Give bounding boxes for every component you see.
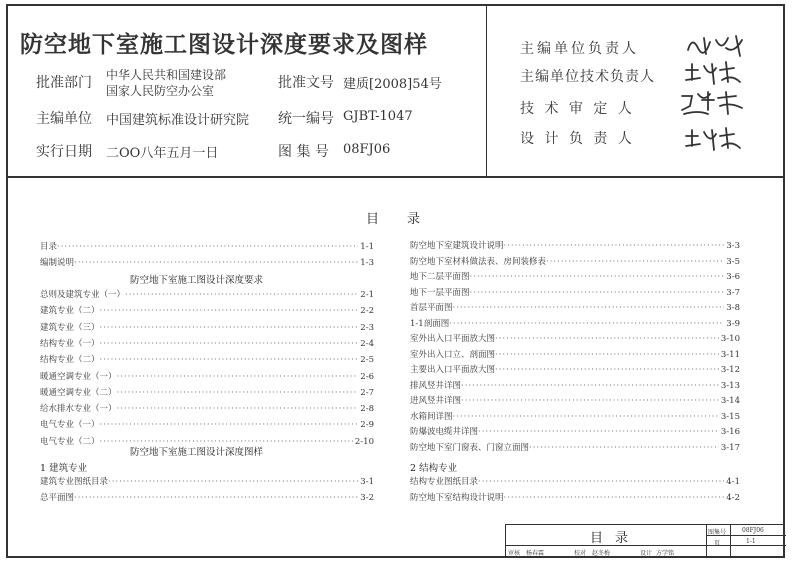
toc-entry[interactable] — [410, 362, 740, 378]
toc-leader-dots — [117, 369, 359, 385]
toc-entry-title: 结构专业（二） — [40, 355, 100, 366]
toc-leader-dots — [461, 378, 719, 394]
toc-entry[interactable] — [410, 254, 740, 270]
toc-entry-title: 编制说明 — [40, 258, 75, 268]
toc-leader-dots — [495, 331, 719, 347]
design-name: 方学铭 — [656, 550, 675, 557]
toc-leader-dots — [125, 287, 358, 303]
design-label: 设计 — [640, 550, 653, 557]
signature-4 — [682, 124, 752, 154]
review-label: 审核 — [508, 550, 521, 557]
approval-dept-value-1: 中华人民共和国建设部 — [106, 68, 227, 82]
toc-entry-page: 2-8 — [360, 404, 374, 415]
toc-leader-dots — [57, 239, 358, 255]
toc-leader-dots — [470, 269, 725, 285]
toc-entry-page: 2-4 — [360, 338, 374, 349]
header-bottom-rule — [6, 176, 785, 178]
toc-entry-page: 1-1 — [360, 242, 374, 252]
toc-entry[interactable] — [410, 316, 740, 332]
toc-heading — [366, 208, 448, 227]
toc-entry-page: 2-6 — [360, 371, 374, 382]
toc-entry-page: 3-12 — [720, 365, 740, 375]
toc-leader-dots — [495, 347, 719, 363]
toc-entry-page: 1-3 — [360, 258, 374, 268]
toc-entry-title: 主要出入口平面放大图 — [410, 365, 496, 375]
toc-entry-page: 3-8 — [726, 303, 740, 313]
toc-entry-page: 3-15 — [720, 411, 740, 422]
toc-entry-title: 防空地下室材料做法表、房间装修表 — [410, 256, 547, 267]
toc-entry-title: 给水排水专业（一） — [40, 404, 117, 415]
toc-entry-page: 3-3 — [726, 241, 740, 251]
toc-leader-dots — [100, 320, 359, 336]
toc-entry-title: 防空地下室建筑设计说明 — [410, 241, 504, 251]
toc-entry[interactable] — [40, 287, 374, 303]
approval-dept-label: 批准部门 — [36, 75, 92, 91]
toc-entry[interactable] — [410, 347, 740, 363]
toc-entry-title: 防空地下室结构设计说明 — [410, 493, 504, 503]
toc-leader-dots — [453, 409, 719, 425]
editor-unit-value: 中国建筑标准设计研究院 — [106, 113, 250, 128]
toc-leader-dots — [100, 303, 359, 319]
toc-entry[interactable] — [40, 255, 374, 271]
check-label: 校对 — [574, 550, 587, 557]
toc-entry-title: 建筑专业（二） — [40, 306, 100, 317]
toc-entry-page: 3-9 — [726, 318, 740, 329]
approval-doc-label: 批准文号 — [278, 75, 334, 91]
toc-leader-dots — [495, 362, 719, 378]
signature-1 — [682, 30, 752, 60]
toc-entry[interactable] — [40, 401, 374, 417]
header-divider — [486, 4, 487, 176]
unified-no-label: 统一编号 — [278, 111, 334, 127]
toc-entry-title: 防空地下室门窗表、门窗立面图 — [410, 442, 530, 453]
toc-entry[interactable] — [40, 352, 374, 368]
toc-entry-page: 2-10 — [354, 436, 374, 447]
toc-entry-page: 3-13 — [720, 380, 740, 391]
toc-entry[interactable] — [410, 474, 740, 490]
toc-entry-page: 3-14 — [720, 396, 740, 406]
toc-entry-page: 3-2 — [360, 493, 374, 503]
atlas-value: 08FJ06 — [742, 527, 764, 534]
toc-entry[interactable] — [40, 417, 374, 433]
toc-entry-page: 2-7 — [360, 387, 374, 398]
toc-entry-page: 3-10 — [720, 334, 740, 344]
toc-entry-page: 3-11 — [720, 349, 740, 360]
toc-entry[interactable] — [410, 409, 740, 425]
toc-entry-title: 1-1剖面图 — [410, 318, 450, 329]
toc-entry[interactable] — [410, 238, 740, 254]
toc-entry-page: 2-2 — [360, 306, 374, 317]
toc-leader-dots — [117, 401, 359, 417]
toc-entry[interactable] — [410, 490, 740, 506]
toc-leader-dots — [470, 285, 725, 301]
title-block-title: 目录 — [590, 531, 641, 546]
toc-leader-dots — [74, 490, 358, 506]
impl-date-value: 二OO八年五月一日 — [106, 146, 219, 161]
toc-entry[interactable] — [410, 285, 740, 301]
atlas-no-value: 08FJ06 — [343, 142, 391, 157]
check-name: 赵冬梅 — [592, 550, 611, 557]
toc-entry-page: 2-5 — [360, 355, 374, 366]
toc-leader-dots — [504, 490, 725, 506]
toc-entry-title: 结构专业图纸目录 — [410, 477, 479, 487]
toc-entry-title: 电气专业（一） — [40, 420, 100, 431]
toc-heading-2: 录 — [407, 212, 421, 227]
toc-entry-page: 2-3 — [360, 322, 374, 333]
editor-unit-label: 主编单位 — [36, 111, 92, 127]
toc-entry[interactable] — [40, 474, 374, 490]
impl-date-label: 实行日期 — [36, 144, 92, 160]
toc-entry[interactable] — [40, 369, 374, 385]
toc-entry-title: 地下二层平面图 — [410, 272, 470, 282]
toc-leader-dots — [546, 254, 724, 270]
page-label: 页 — [714, 540, 721, 547]
toc-entry[interactable] — [410, 440, 740, 456]
subsection-architecture: 1 建筑专业 — [40, 463, 88, 474]
toc-entry-title: 结构专业（一） — [40, 338, 100, 349]
signature-3 — [678, 88, 748, 118]
toc-entry-title: 暖通空调专业（一） — [40, 371, 117, 382]
toc-entry-title: 地下一层平面图 — [410, 287, 470, 298]
atlas-title: 防空地下室施工图设计深度要求及图样 — [20, 31, 428, 58]
toc-entry-page: 2-1 — [360, 290, 374, 300]
toc-entry-title: 室外出入口平面放大图 — [410, 334, 496, 344]
toc-leader-dots — [100, 336, 359, 352]
toc-entry-title: 排风竖井详图 — [410, 380, 462, 391]
toc-entry-page: 4-1 — [726, 477, 740, 487]
toc-entry-page: 3-6 — [726, 272, 740, 282]
toc-leader-dots — [74, 255, 358, 271]
approval-doc-value: 建质[2008]54号 — [343, 77, 442, 92]
toc-entry[interactable] — [40, 336, 374, 352]
toc-entry[interactable] — [410, 331, 740, 347]
review-name: 杨春霖 — [526, 550, 545, 557]
atlas-label: 图集号 — [708, 529, 727, 536]
toc-entry-title: 防爆波电缆井详图 — [410, 427, 479, 437]
toc-leader-dots — [453, 300, 725, 316]
role-tech-approver: 技 术 审 定 人 — [520, 101, 635, 117]
toc-leader-dots — [478, 424, 719, 440]
toc-entry-title: 进风竖井详图 — [410, 396, 462, 406]
unified-no-value: GJBT-1047 — [343, 109, 413, 124]
signature-2 — [682, 58, 752, 88]
toc-entry[interactable] — [40, 385, 374, 401]
page-value: 1-1 — [746, 538, 756, 545]
toc-entry[interactable] — [410, 378, 740, 394]
approval-dept-value-2: 国家人民防空办公室 — [106, 84, 215, 98]
toc-leader-dots — [449, 316, 724, 332]
toc-entry[interactable] — [40, 303, 374, 319]
atlas-no-label: 图 集 号 — [278, 144, 329, 160]
toc-leader-dots — [100, 352, 359, 368]
toc-entry[interactable] — [410, 300, 740, 316]
toc-entry-title: 建筑专业（三） — [40, 322, 100, 333]
toc-entry[interactable] — [40, 490, 374, 506]
title-block — [505, 524, 785, 558]
toc-entry[interactable] — [410, 269, 740, 285]
toc-leader-dots — [117, 385, 359, 401]
section-depth-samples: 防空地下室施工图设计深度图样 — [130, 447, 264, 458]
toc-leader-dots — [478, 474, 724, 490]
toc-entry-title: 首层平面图 — [410, 303, 453, 313]
toc-entry-page: 3-5 — [726, 256, 740, 267]
toc-entry-title: 室外出入口立、剖面图 — [410, 349, 496, 360]
toc-heading-1: 目 — [366, 212, 380, 227]
toc-entry[interactable] — [40, 320, 374, 336]
subsection-structure: 2 结构专业 — [410, 463, 458, 474]
role-editor-unit-head: 主编单位负责人 — [520, 41, 639, 57]
role-design-lead: 设 计 负 责 人 — [520, 131, 635, 147]
toc-entry-title: 电气专业（二） — [40, 436, 100, 447]
toc-entry-title: 水箱间详图 — [410, 411, 453, 422]
toc-entry[interactable] — [410, 424, 740, 440]
toc-leader-dots — [504, 238, 725, 254]
toc-entry-page: 3-1 — [360, 477, 374, 487]
toc-leader-dots — [529, 440, 719, 456]
toc-entry-title: 总平面图 — [40, 493, 75, 503]
role-editor-tech-head: 主编单位技术负责人 — [520, 69, 655, 85]
toc-entry-title: 目录 — [40, 242, 58, 252]
toc-entry-title: 暖通空调专业（二） — [40, 387, 117, 398]
toc-entry-title: 总则及建筑专业（一） — [40, 290, 126, 300]
toc-entry-page: 4-2 — [726, 493, 740, 503]
toc-entry-page: 2-9 — [360, 420, 374, 431]
toc-leader-dots — [108, 474, 358, 490]
toc-entry[interactable] — [410, 393, 740, 409]
toc-entry-page: 3-16 — [720, 427, 740, 437]
section-depth-requirements: 防空地下室施工图设计深度要求 — [130, 275, 264, 286]
toc-entry-page: 3-7 — [726, 287, 740, 298]
toc-leader-dots — [100, 417, 359, 433]
toc-entry-title: 建筑专业图纸目录 — [40, 477, 109, 487]
toc-entry[interactable] — [40, 239, 374, 255]
toc-leader-dots — [461, 393, 719, 409]
toc-entry-page: 3-17 — [720, 442, 740, 453]
